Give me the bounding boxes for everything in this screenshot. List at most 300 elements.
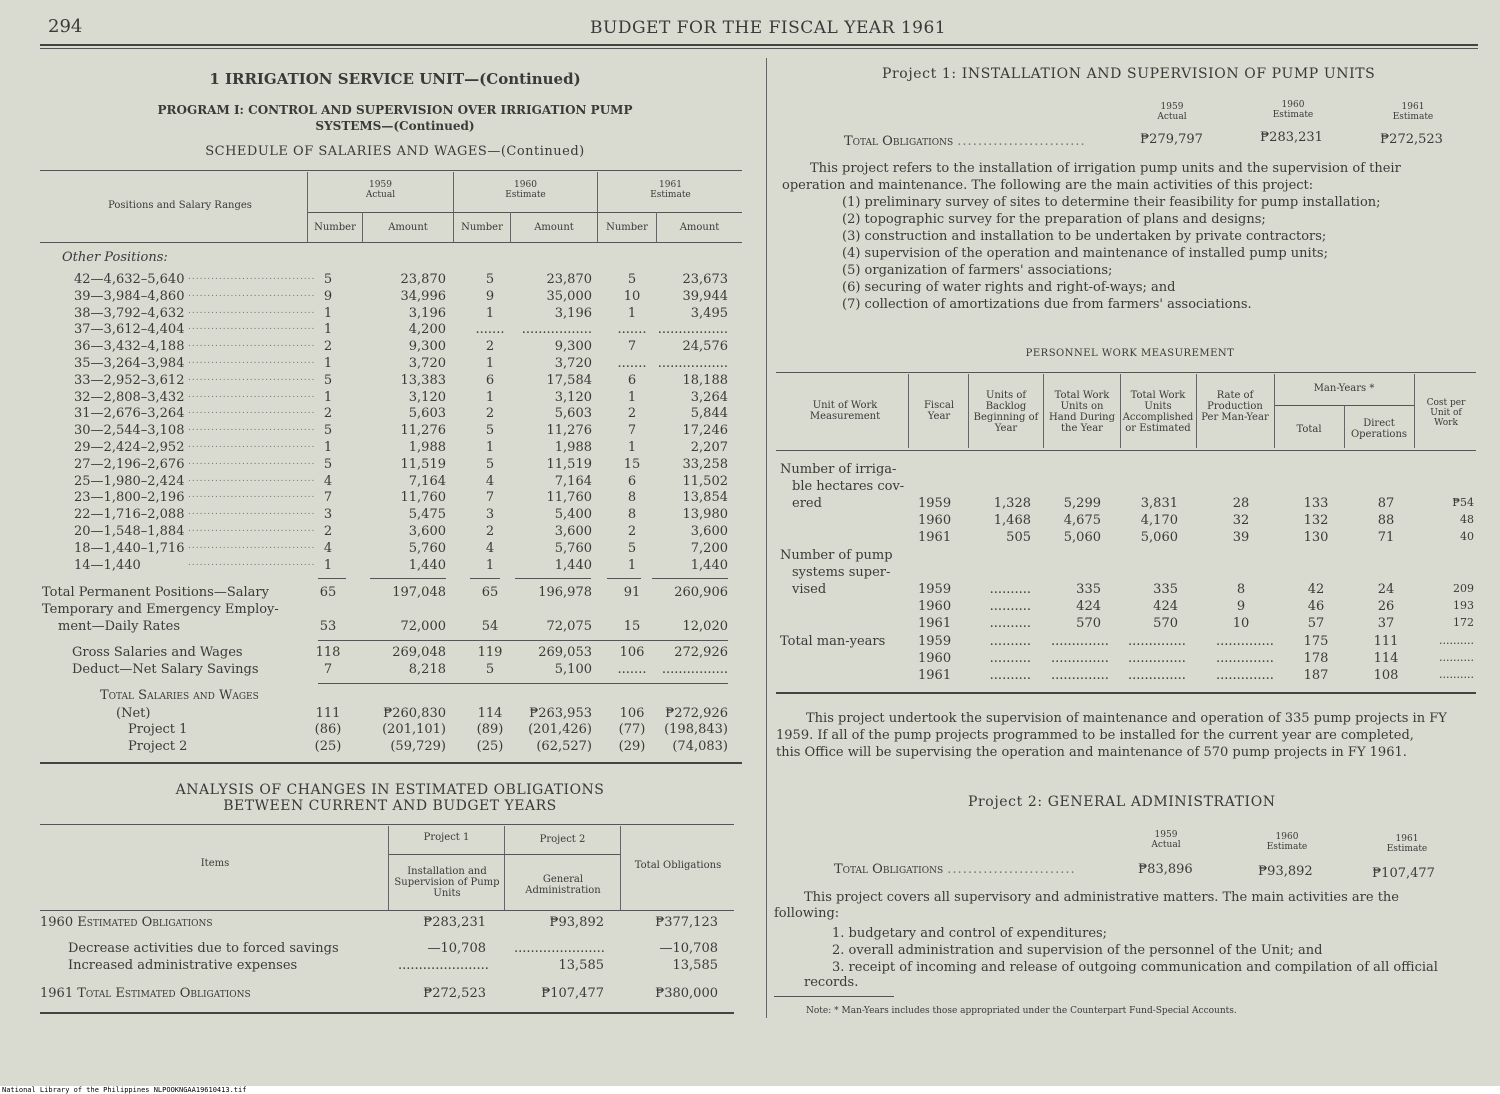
pwm-divider [1274, 374, 1275, 448]
year-1961-header [598, 180, 743, 200]
temporary-row-1 [40, 602, 760, 619]
cell: (25) [314, 739, 342, 754]
pwm-row [776, 513, 1476, 530]
cell: 54 [481, 619, 499, 634]
cell-n59: 5 [323, 423, 333, 439]
items-header: Items [200, 858, 230, 869]
pwm-year: 1961 [918, 616, 952, 631]
salary-row [40, 390, 760, 407]
pwm-cell-c6: 37 [1377, 616, 1395, 631]
pwm-divider [1344, 406, 1345, 448]
p1-intro-1: This project refers to the installation of irrigation pump units and the supervision of their [810, 161, 1401, 176]
cell-n60: 1 [485, 557, 495, 573]
pwm-bottom-rule [776, 692, 1476, 694]
salary-row [40, 507, 760, 524]
pwm-cell-c7: 172 [1453, 616, 1474, 629]
activity-item: (1) preliminary survey of sites to determine their feasibility for pump installation; [842, 195, 1381, 210]
activity-item: (4) supervision of the operation and maintenance of installed pump units; [842, 246, 1328, 261]
cell-a59: 3,196 [408, 305, 446, 321]
cell-n61: 1 [627, 305, 637, 321]
salary-row [40, 272, 760, 289]
note: Note: * Man-Years includes those appropriated under the Counterpart Fund-Special Accounts. [806, 1006, 1237, 1016]
leader-dots: ................................. [188, 440, 316, 450]
leader-dots: ................................. [188, 557, 316, 568]
pwm-cell-c1: 1,328 [993, 496, 1031, 511]
pwm-divider [1043, 374, 1044, 448]
p2-year-1960 [1254, 832, 1320, 852]
sum-rule [607, 578, 641, 579]
year-sub-label: Estimate [1266, 842, 1308, 852]
pwm-unit-label: systems super- [792, 565, 891, 580]
year-label: 1960 [1275, 832, 1299, 842]
analysis-row [0, 958, 740, 975]
cell-n61: 8 [627, 507, 637, 523]
cell: (74,083) [672, 739, 728, 754]
row-label: Temporary and Emergency Employ- [42, 602, 279, 617]
leader-dots: ................................. [188, 507, 316, 518]
salary-range-label: 25—1,980–2,424 [74, 473, 185, 489]
analysis-cell-p1: —10,708 [427, 941, 486, 956]
pwm-unit-label: vised [792, 582, 827, 597]
year-label: 1959 [1154, 830, 1178, 840]
pwm-cell-c6: 111 [1373, 634, 1399, 649]
total-net-row-1 [40, 688, 760, 705]
salary-range-label: 29—2,424–2,952 [74, 440, 185, 455]
pwm-cell-c6: 87 [1377, 496, 1395, 511]
p2-intro-1: This project covers all supervisory and administrative matters. The main activities are the [804, 890, 1399, 905]
sum-rule [318, 683, 728, 684]
cell: (25) [476, 739, 504, 754]
p2-value-1960: ₱93,892 [1258, 864, 1313, 879]
salary-row [40, 423, 760, 440]
cell-n61: 7 [627, 339, 637, 355]
pwm-rate-header: Rate of Production Per Man-Year [1201, 390, 1269, 423]
cell-a60: 35,000 [546, 288, 592, 304]
analysis-divider [620, 826, 621, 910]
cell-n59: 1 [323, 322, 333, 338]
cell-a61: 13,854 [682, 490, 728, 506]
other-positions-label: Other Positions: [62, 250, 168, 265]
cell: 65 [319, 585, 337, 600]
pwm-man-years-header: Man-Years * [1313, 383, 1375, 394]
pwm-cell-c4: .............. [1216, 668, 1274, 683]
cell-a59: 7,164 [408, 473, 446, 489]
cell-a60: 11,760 [546, 490, 592, 506]
cell: 72,000 [400, 619, 446, 634]
analysis-cell-p2: 13,585 [558, 958, 604, 973]
activity-item: 1. budgetary and control of expenditures; [832, 926, 1108, 941]
pwm-cell-c7: 40 [1460, 530, 1474, 543]
p2-value-1961: ₱107,477 [1372, 866, 1435, 881]
pwm-cell-c1: .......... [989, 651, 1031, 666]
pwm-divider [908, 374, 909, 448]
cell-n61: 6 [627, 372, 637, 388]
year-sub-label: Estimate [505, 190, 546, 200]
cell-a60: 7,164 [554, 473, 592, 489]
analysis-cell-p2: ₱93,892 [549, 915, 604, 930]
label-text: Total Obligations [834, 862, 944, 877]
year-1960-header [454, 180, 597, 200]
analysis-row [0, 915, 740, 932]
leader-dots: ................................. [188, 339, 316, 350]
cell: (89) [476, 722, 504, 737]
pwm-row [776, 496, 1476, 513]
leader-dots: ................................. [188, 524, 316, 534]
year-label: 1959 [369, 180, 392, 190]
year-sub-label: Actual [365, 190, 396, 200]
pwm-cell-c7: .......... [1439, 668, 1474, 681]
row-label: (Net) [116, 706, 151, 721]
cell-n61: 2 [627, 406, 637, 422]
pwm-cell-c1: .......... [989, 616, 1031, 631]
salary-range-label: 31—2,676–3,264 [74, 406, 185, 422]
cell-a59: 1,440 [408, 557, 446, 573]
pwm-cell-c3: 5,060 [1140, 530, 1178, 545]
cell-n59: 1 [323, 305, 333, 321]
activity-item: (3) construction and installation to be undertaken by private contractors; [842, 229, 1327, 244]
cell: 106 [619, 706, 645, 721]
p1-value-1959: ₱279,797 [1140, 132, 1203, 147]
pwm-divider [1196, 374, 1197, 448]
pwm-row [776, 582, 1476, 599]
pwm-cell-c1: .......... [989, 599, 1031, 614]
cell-a61: ................. [657, 356, 728, 371]
cell-n60: 1 [485, 389, 495, 405]
year-1959-header [308, 180, 453, 200]
leader-dots: ................................. [188, 406, 316, 417]
pwm-year: 1959 [918, 496, 952, 511]
salary-range-label: 14—1,440 [74, 557, 141, 573]
analysis-cell-p2: ₱107,477 [541, 986, 604, 1001]
salary-range-label: 20—1,548–1,884 [74, 524, 185, 539]
pwm-cell-c4: 28 [1232, 496, 1250, 511]
pwm-cell-c1: 1,468 [993, 513, 1031, 528]
row-label: Project 2 [128, 739, 188, 754]
analysis-cell-tot: ₱377,123 [655, 915, 718, 930]
cell: ................ [661, 662, 728, 677]
cell-a60: 3,196 [554, 305, 592, 321]
cell: 106 [619, 645, 645, 660]
positions-header: Positions and Salary Ranges [108, 200, 252, 211]
sum-rule [470, 578, 500, 579]
cell-a61: 33,258 [682, 456, 728, 472]
year-sub-label: Estimate [650, 190, 691, 200]
analysis-row [0, 986, 740, 1003]
pwm-cell-c6: 26 [1377, 599, 1395, 614]
cell-a60: 5,603 [554, 406, 592, 422]
activity-item: (6) securing of water rights and right-of-ways; and [842, 280, 1176, 295]
pwm-total-header: Total [1296, 424, 1322, 435]
cell-n59: 5 [323, 372, 333, 388]
pwm-divider [1120, 374, 1121, 448]
salary-range-label: 32—2,808–3,432 [74, 389, 185, 405]
pwm-cell-c5: 57 [1307, 616, 1325, 631]
row-label: Deduct—Net Salary Savings [72, 662, 259, 677]
p2-year-1961 [1374, 834, 1440, 854]
analysis-title-2: BETWEEN CURRENT AND BUDGET YEARS [223, 798, 557, 814]
analysis-row-label: Increased administrative expenses [68, 958, 298, 973]
cell-n59: 7 [323, 490, 333, 506]
pwm-cell-c1: 505 [1006, 530, 1031, 545]
pwm-row [776, 651, 1476, 668]
year-label: 1961 [1401, 102, 1425, 112]
salary-range-label: 36—3,432–4,188 [74, 339, 185, 355]
cell: 272,926 [674, 645, 728, 660]
pwm-cell-c7: .......... [1439, 651, 1474, 664]
note-rule [774, 996, 894, 997]
pwm-row [776, 530, 1476, 547]
pwm-cell-c1: .......... [989, 668, 1031, 683]
leader-dots: ................................. [188, 389, 316, 400]
cell-a59: 3,600 [408, 524, 446, 539]
salary-range-label: 42—4,632–5,640 [74, 272, 185, 287]
cell-n59: 2 [323, 339, 333, 355]
cell: 8,218 [408, 662, 446, 677]
cell-a60: 9,300 [554, 339, 592, 355]
pwm-cell-c5: 175 [1303, 634, 1329, 649]
cell-a61: 13,980 [682, 507, 728, 523]
temporary-row-2 [40, 619, 760, 636]
salary-row [40, 406, 760, 423]
salary-row [40, 306, 760, 323]
cell-n60: 6 [485, 372, 495, 388]
cell: 5 [485, 662, 495, 677]
analysis-cell-tot: —10,708 [659, 941, 718, 956]
year-label: 1959 [1160, 102, 1184, 112]
cell: (59,729) [390, 739, 446, 754]
leader-dots: ................................. [188, 288, 316, 299]
cell-n60: 9 [485, 288, 495, 304]
pwm-cell-c1: .......... [989, 582, 1031, 597]
deduct-row [40, 662, 760, 679]
analysis-cell-tot: 13,585 [672, 958, 718, 973]
pwm-year: 1959 [918, 582, 952, 597]
salary-range-label: 37—3,612–4,404 [74, 322, 185, 338]
pwm-on-hand-header: Total Work Units on Hand During the Year [1049, 390, 1115, 434]
p1-year-1961 [1380, 102, 1446, 122]
analysis-row [0, 941, 740, 958]
cell-n59: 2 [323, 524, 333, 539]
p1-intro-2: operation and maintenance. The following are the main activities of this project: [782, 178, 1314, 193]
analysis-cell-tot: ₱380,000 [655, 986, 718, 1001]
pwm-cell-c3: .............. [1128, 634, 1186, 649]
leader-dots: ................................. [188, 490, 316, 501]
cell-n61: 1 [627, 440, 637, 455]
project1-header: Project 1 [423, 832, 470, 843]
salary-range-label: 23—1,800–2,196 [74, 490, 185, 506]
pwm-cell-c2: 5,060 [1063, 530, 1101, 545]
pwm-para-1: This project undertook the supervision of maintenance and operation of 335 pump projects in FY [806, 711, 1447, 726]
cell-a59: 11,519 [400, 456, 446, 472]
analysis-row-label: 1960 Estimated Obligations [40, 915, 213, 930]
pwm-cell-c3: 424 [1153, 599, 1178, 614]
pwm-para-3: this Office will be supervising the operation and maintenance of 570 pump projects in FY 1961. [776, 745, 1407, 760]
number-header: Number [314, 222, 356, 233]
pwm-row [776, 634, 1476, 651]
schedule-title: SCHEDULE OF SALARIES AND WAGES—(Continued) [205, 144, 585, 159]
pwm-cell-c6: 24 [1377, 582, 1395, 597]
pwm-direct-header: Direct Operations [1350, 418, 1408, 440]
cell-n59: 9 [323, 288, 333, 304]
cell-n61: 7 [627, 423, 637, 439]
cell-a60: 11,519 [546, 456, 592, 472]
pwm-man-years-rule [1275, 405, 1414, 406]
cell-a60: 5,760 [554, 540, 592, 556]
pwm-divider [968, 374, 969, 448]
cell-n61: 1 [627, 389, 637, 405]
total-permanent-row [40, 585, 760, 602]
cell-n60: 2 [485, 339, 495, 355]
cell-n61: 15 [623, 456, 641, 472]
cell-n60: 7 [485, 490, 495, 506]
row-label: Total Permanent Positions—Salary [42, 585, 269, 600]
year-label: 1960 [514, 180, 537, 190]
activity-item: 2. overall administration and supervision of the personnel of the Unit; and [832, 943, 1323, 958]
leader-dots: ................................. [188, 272, 316, 282]
cell-a60: 3,600 [554, 524, 592, 539]
salary-row [40, 440, 760, 457]
pwm-cell-c5: 187 [1303, 668, 1329, 683]
header-rule [40, 44, 1478, 46]
pwm-cell-c7: 48 [1460, 513, 1474, 526]
cell-a59: 5,760 [408, 540, 446, 556]
project2-title: Project 2: GENERAL ADMINISTRATION [968, 794, 1276, 810]
cell: 5,100 [554, 662, 592, 677]
leader-dots: ................................. [188, 423, 316, 434]
cell-a59: 1,988 [408, 440, 446, 455]
salary-range-label: 35—3,264–3,984 [74, 356, 185, 371]
row-label: ment—Daily Rates [58, 619, 181, 634]
sum-rule [652, 578, 728, 579]
cell-n60: 3 [485, 507, 495, 523]
sum-rule [318, 578, 346, 579]
pwm-cell-c2: .............. [1051, 651, 1109, 666]
pwm-cell-c6: 88 [1377, 513, 1395, 528]
cell-n61: 10 [623, 288, 641, 304]
pwm-title: PERSONNEL WORK MEASUREMENT [1025, 348, 1235, 359]
subheader-rule [308, 212, 742, 213]
cell-n60: ....... [475, 322, 505, 338]
cell-a59: 5,603 [408, 406, 446, 422]
analysis-cell-p1: ₱272,523 [423, 986, 486, 1001]
analysis-cell-p1: ...................... [398, 958, 489, 973]
cell: 7 [323, 662, 333, 677]
cell-n59: 2 [323, 406, 333, 422]
leader-dots: ................................. [188, 540, 316, 551]
cell: (86) [314, 722, 342, 737]
analysis-cell-p1: ₱283,231 [423, 915, 486, 930]
cell-n59: 1 [323, 356, 333, 371]
cell-a61: 17,246 [682, 423, 728, 439]
header-bottom-rule [40, 242, 742, 243]
cell-n61: 1 [627, 557, 637, 573]
cell: (62,527) [536, 739, 592, 754]
analysis-sub-rule [389, 854, 620, 855]
leader-dots: ................................. [188, 305, 316, 316]
year-label: 1961 [659, 180, 682, 190]
cell: 197,048 [392, 585, 446, 600]
p1-year-1960 [1260, 100, 1326, 120]
analysis-bottom-rule [40, 1012, 734, 1014]
cell: ₱263,953 [529, 706, 592, 721]
cell: 196,978 [538, 585, 592, 600]
pwm-year: 1961 [918, 530, 952, 545]
pwm-cost-header: Cost per Unit of Work [1426, 398, 1466, 428]
salary-range-label: 22—1,716–2,088 [74, 507, 185, 523]
pwm-cell-c6: 108 [1373, 668, 1399, 683]
p2-activities-tail: records. [804, 975, 859, 990]
cell-n59: 3 [323, 507, 333, 523]
activity-item: 3. receipt of incoming and release of outgoing communication and compilation of all official [832, 960, 1438, 975]
salary-row [40, 289, 760, 306]
cell-n61: ....... [617, 322, 647, 338]
pwm-top-rule [776, 372, 1476, 373]
cell-n59: 1 [323, 389, 333, 405]
activity-item: (2) topographic survey for the preparation of plans and designs; [842, 212, 1266, 227]
cell-n60: 2 [485, 406, 495, 422]
cell-n60: 5 [485, 272, 495, 287]
pwm-cell-c2: .............. [1051, 634, 1109, 649]
cell-a60: 17,584 [546, 372, 592, 388]
pwm-year: 1961 [918, 668, 952, 683]
pwm-cell-c4: 9 [1236, 599, 1246, 614]
year-sub-label: Estimate [1272, 110, 1314, 120]
cell-a59: 9,300 [408, 339, 446, 355]
cell: ....... [617, 662, 647, 677]
column-divider [766, 58, 767, 1018]
cell: 65 [481, 585, 499, 600]
cell-n61: ....... [617, 356, 647, 371]
year-sub-label: Actual [1157, 112, 1187, 122]
sum-rule [370, 578, 446, 579]
pwm-accomplished-header: Total Work Units Accomplished or Estimated [1122, 390, 1194, 434]
p2-year-1959 [1134, 830, 1198, 850]
table-top-rule [40, 170, 742, 171]
label-text: Total Obligations [844, 134, 954, 149]
cell: 118 [315, 645, 341, 660]
pwm-unit-label: Number of irriga- [780, 462, 897, 477]
salary-row [40, 373, 760, 390]
pwm-unit-label: Number of pump [780, 548, 893, 563]
project1-row [40, 722, 760, 739]
cell-a59: 23,870 [400, 272, 446, 287]
cell-a61: 5,844 [690, 406, 728, 422]
cell-a60: 1,440 [554, 557, 592, 573]
cell-n61: 2 [627, 524, 637, 539]
cell: 260,906 [674, 585, 728, 600]
salary-row [40, 524, 760, 541]
pwm-cell-c6: 71 [1377, 530, 1395, 545]
scan-footer: National Library of the Philippines NLPOOKNGAA19610413.tif [0, 1086, 1500, 1094]
salary-row [40, 356, 760, 373]
pwm-cell-c2: 424 [1076, 599, 1101, 614]
cell-a60: ................. [521, 322, 592, 338]
pwm-divider [1414, 374, 1415, 448]
cell-n61: 6 [627, 473, 637, 489]
cell-n59: 5 [323, 272, 333, 287]
cell-a61: ................. [657, 322, 728, 338]
project2-sub: General Administration [525, 874, 601, 896]
analysis-row-label: Decrease activities due to forced savings [68, 941, 339, 956]
pwm-cell-c4: 10 [1232, 616, 1250, 631]
sum-rule [318, 640, 728, 641]
cell: (201,101) [382, 722, 446, 737]
cell-n59: 1 [323, 440, 333, 455]
pwm-cell-c2: 570 [1076, 616, 1101, 631]
cell-a59: 34,996 [400, 288, 446, 304]
cell: 12,020 [682, 619, 728, 634]
cell-n59: 1 [323, 557, 333, 573]
